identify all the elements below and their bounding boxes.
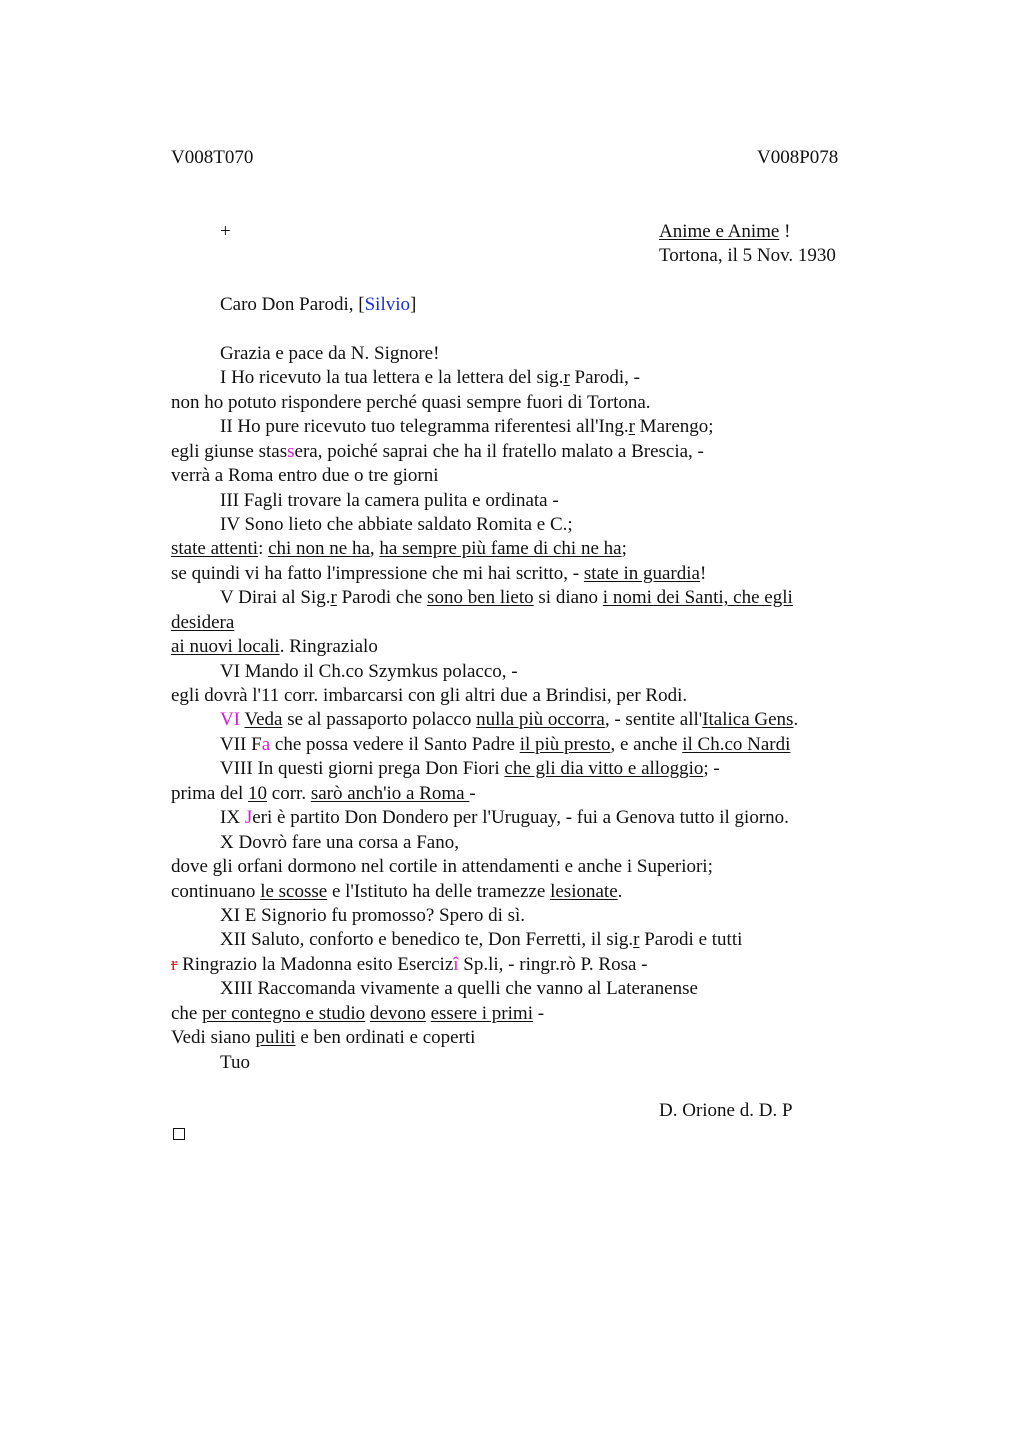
greeting: Grazia e pace da N. Signore! [220, 343, 440, 364]
letter-line: V Dirai al Sig.r Parodi che sono ben lieto si diano i nomi dei Santi, che egli [220, 587, 793, 608]
letter-line: III Fagli trovare la camera pulita e ordinata - [220, 490, 559, 511]
letter-line: dove gli orfani dormono nel cortile in attendamenti e anche i Superiori; [171, 856, 713, 877]
letter-line: che per contegno e studio devono essere i primi - [171, 1003, 545, 1024]
editorial-name-insert: Silvio [364, 294, 410, 315]
letter-line: egli giunse stassera, poiché saprai che ha il fratello malato a Brescia, - [171, 441, 704, 462]
letter-line: se quindi vi ha fatto l'impressione che mi hai scritto, - state in guardia! [171, 563, 707, 584]
letter-line: non ho potuto rispondere perché quasi sempre fuori di Tortona. [171, 392, 651, 413]
letter-line: IV Sono lieto che abbiate saldato Romita e C.; [220, 514, 573, 535]
letter-line: VIII In questi giorni prega Don Fiori che gli dia vitto e alloggio; - [220, 758, 720, 779]
letter-line: IX Jeri è partito Don Dondero per l'Uruguay, - fui a Genova tutto il giorno. [220, 807, 789, 828]
cross-mark: + [220, 221, 231, 242]
letter-line: continuano le scosse e l'Istituto ha delle tramezze lesionate. [171, 881, 623, 902]
letter-line: egli dovrà l'11 corr. imbarcarsi con gli altri due a Brindisi, per Rodi. [171, 685, 688, 706]
letter-line: ai nuovi locali. Ringrazialo [171, 636, 378, 657]
letter-line: verrà a Roma entro due o tre giorni [171, 465, 439, 486]
letter-line: I Ho ricevuto la tua lettera e la lettera del sig.r Parodi, - [220, 367, 640, 388]
end-mark-square-icon [173, 1128, 185, 1140]
letter-line: Vedi siano puliti e ben ordinati e coperti [171, 1027, 476, 1048]
struck-letter: r [171, 954, 178, 975]
letter-line: XII Saluto, conforto e benedico te, Don Ferretti, il sig.r Parodi e tutti [220, 929, 743, 950]
letter-line: XI E Signorio fu promosso? Spero di sì. [220, 905, 526, 926]
place-date: Tortona, il 5 Nov. 1930 [659, 245, 836, 266]
letter-line: VI Veda se al passaporto polacco nulla più occorra, - sentite all'Italica Gens. [220, 709, 799, 730]
letter-line: desidera [171, 612, 235, 633]
motto: Anime e Anime ! [659, 221, 791, 242]
document-code-right: V008P078 [757, 147, 839, 168]
letter-line: Tuo [220, 1052, 250, 1073]
letter-line: state attenti: chi non ne ha, ha sempre più fame di chi ne ha; [171, 538, 627, 559]
letter-line: XIII Raccomanda vivamente a quelli che vanno al Lateranense [220, 978, 698, 999]
letter-line: r Ringrazio la Madonna esito Esercizî Sp.li, - ringr.rò P. Rosa - [171, 954, 648, 975]
salutation: Caro Don Parodi, [Silvio] [220, 294, 417, 315]
signature: D. Orione d. D. P [659, 1100, 793, 1121]
letter-line: VI Mando il Ch.co Szymkus polacco, - [220, 661, 518, 682]
document-code-left: V008T070 [171, 147, 254, 168]
letter-line: prima del 10 corr. sarò anch'io a Roma - [171, 783, 476, 804]
letter-line: X Dovrò fare una corsa a Fano, [220, 832, 459, 853]
letter-line: VII Fa che possa vedere il Santo Padre il più presto, e anche il Ch.co Nardi [220, 734, 791, 755]
letter-line: II Ho pure ricevuto tuo telegramma riferentesi all'Ing.r Marengo; [220, 416, 714, 437]
